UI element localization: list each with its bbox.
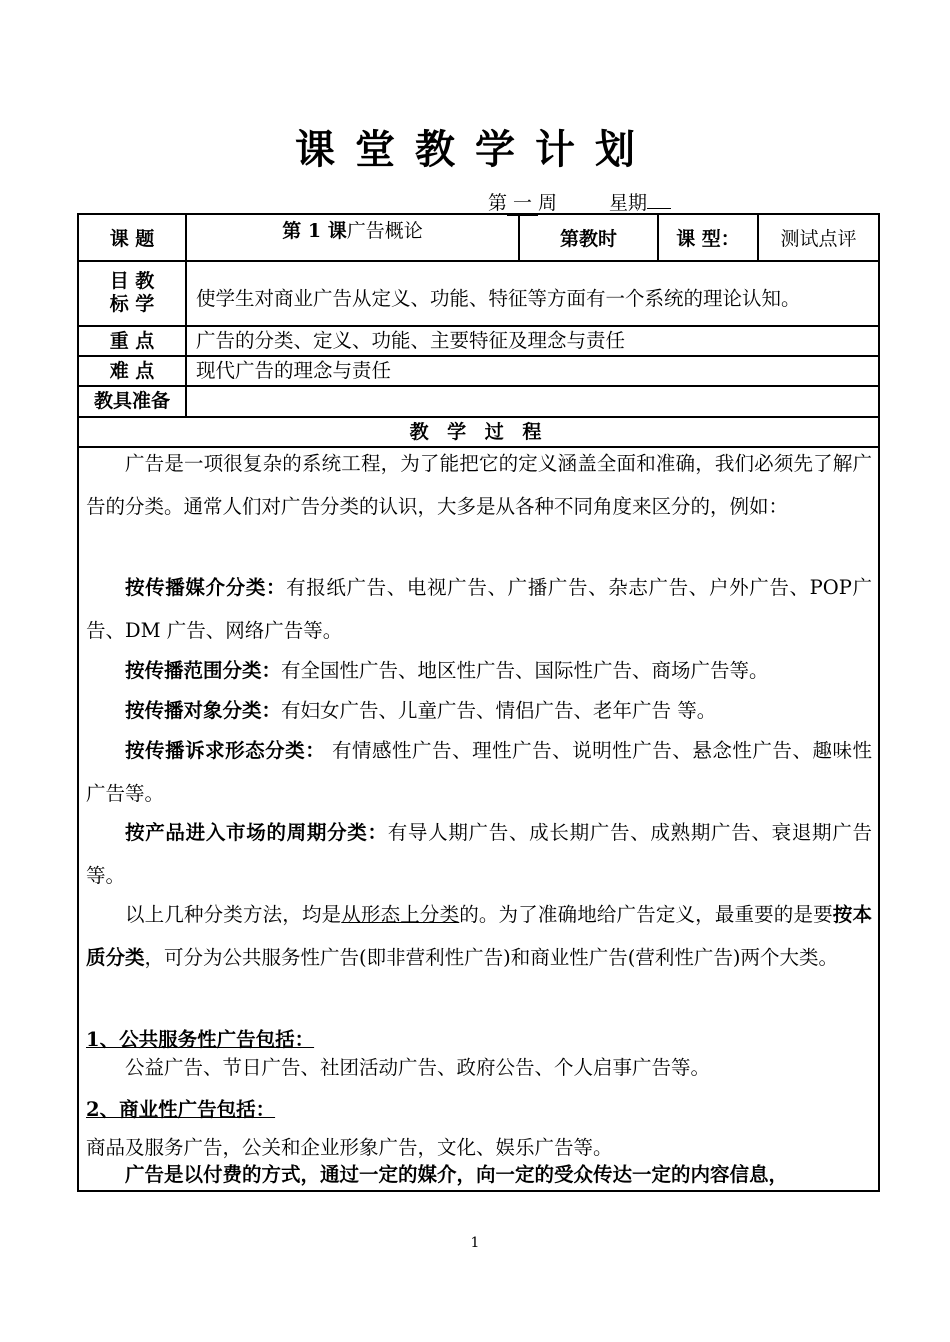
row-divider (77, 355, 880, 357)
audience-text: 有妇女广告、儿童广告、情侣广告、老年广告 等。 (281, 699, 717, 722)
appeal-text: 有情感性广告、理性广告、说明性广告、悬念性广告、趣味性广告等。 (86, 739, 872, 805)
goal-label-line1: 目 教 (109, 270, 155, 292)
appeal-paragraph (86, 729, 872, 815)
definition-text: 广告是以付费的方式，通过一定的媒介，向一定的受众传达一定的内容信息， (125, 1163, 789, 1186)
week-suffix: 周 (538, 192, 558, 214)
media-text: 有报纸广告、电视广告、广播广告、杂志广告、户外广告、POP广告、DM 广告、网络广告等。 (86, 576, 872, 642)
week-prefix: 第 (488, 192, 508, 214)
commercial-text: 商品及服务广告，公关和企业形象广告，文化、娱乐广告等。 (86, 1136, 613, 1159)
audience-label: 按传播对象分类： (125, 699, 282, 722)
weekday-blank (647, 192, 671, 209)
col-divider (185, 213, 187, 416)
lesson-number: 第 1 课 (282, 220, 347, 242)
commercial-heading: 2、商业性广告包括： (86, 1098, 276, 1121)
media-label: 按传播媒介分类： (125, 576, 287, 599)
cycle-text: 有导人期广告、成长期广告、成熟期广告、衰退期广告等。 (86, 821, 872, 887)
lesson-name: 广告概论 (346, 220, 423, 242)
summary-part-b: 的。为了准确地给广告定义，最重要的是要 (459, 903, 833, 926)
summary-bold: 按本质分类 (86, 903, 872, 969)
row-divider (77, 416, 880, 418)
period-label: 第教时 (559, 228, 617, 250)
difficult-text: 现代广告的理念与责任 (196, 359, 392, 382)
type-label: 课 型： (676, 228, 740, 250)
cycle-label: 按产品进入市场的周期分类： (125, 821, 388, 844)
process-heading: 教 学 过 程 (409, 421, 548, 443)
cycle-paragraph (86, 811, 872, 897)
range-paragraph (86, 649, 872, 692)
tools-label: 教具准备 (93, 390, 170, 412)
appeal-label: 按传播诉求形态分类： (125, 739, 326, 762)
difficult-label: 难 点 (109, 360, 155, 382)
key-label: 重 点 (109, 330, 155, 352)
week-number: 一 (507, 188, 538, 216)
range-label: 按传播范围分类： (125, 659, 282, 682)
row-divider (77, 385, 880, 387)
week-line (488, 188, 671, 216)
row-divider (77, 325, 880, 327)
public-text: 公益广告、节日广告、社团活动广告、政府公告、个人启事广告等。 (125, 1056, 711, 1079)
audience-paragraph (86, 689, 872, 732)
goal-label-line2: 标 学 (109, 293, 155, 315)
range-text: 有全国性广告、地区性广告、国际性广告、商场广告等。 (281, 659, 769, 682)
summary-part-a: 以上几种分类方法，均是 (125, 903, 342, 926)
page-title: 课堂教学计划 (295, 126, 655, 173)
topic-label: 课 题 (109, 228, 155, 250)
summary-paragraph (86, 893, 872, 979)
summary-underlined: 从形态上分类 (341, 903, 460, 926)
lesson-title (187, 220, 518, 242)
goal-text: 使学生对商业广告从定义、功能、特征等方面有一个系统的理论认知。 (196, 287, 801, 310)
row-divider (77, 260, 880, 262)
page-number: 1 (470, 1235, 480, 1251)
weekday-label: 星期 (609, 192, 648, 214)
intro-paragraph: 广告是一项很复杂的系统工程，为了能把它的定义涵盖全面和准确，我们必须先了解广告的分类。通常人们对广告分类的认识，大多是从各种不同角度来区分的，例如： (86, 452, 872, 518)
key-text: 广告的分类、定义、功能、主要特征及理念与责任 (196, 329, 626, 352)
media-paragraph (86, 566, 872, 652)
summary-part-c: ，可分为公共服务性广告(即非营利性广告)和商业性广告(营利性广告)两个大类。 (144, 946, 838, 969)
type-value: 测试点评 (780, 228, 857, 250)
public-heading: 1、公共服务性广告包括： (86, 1028, 315, 1051)
